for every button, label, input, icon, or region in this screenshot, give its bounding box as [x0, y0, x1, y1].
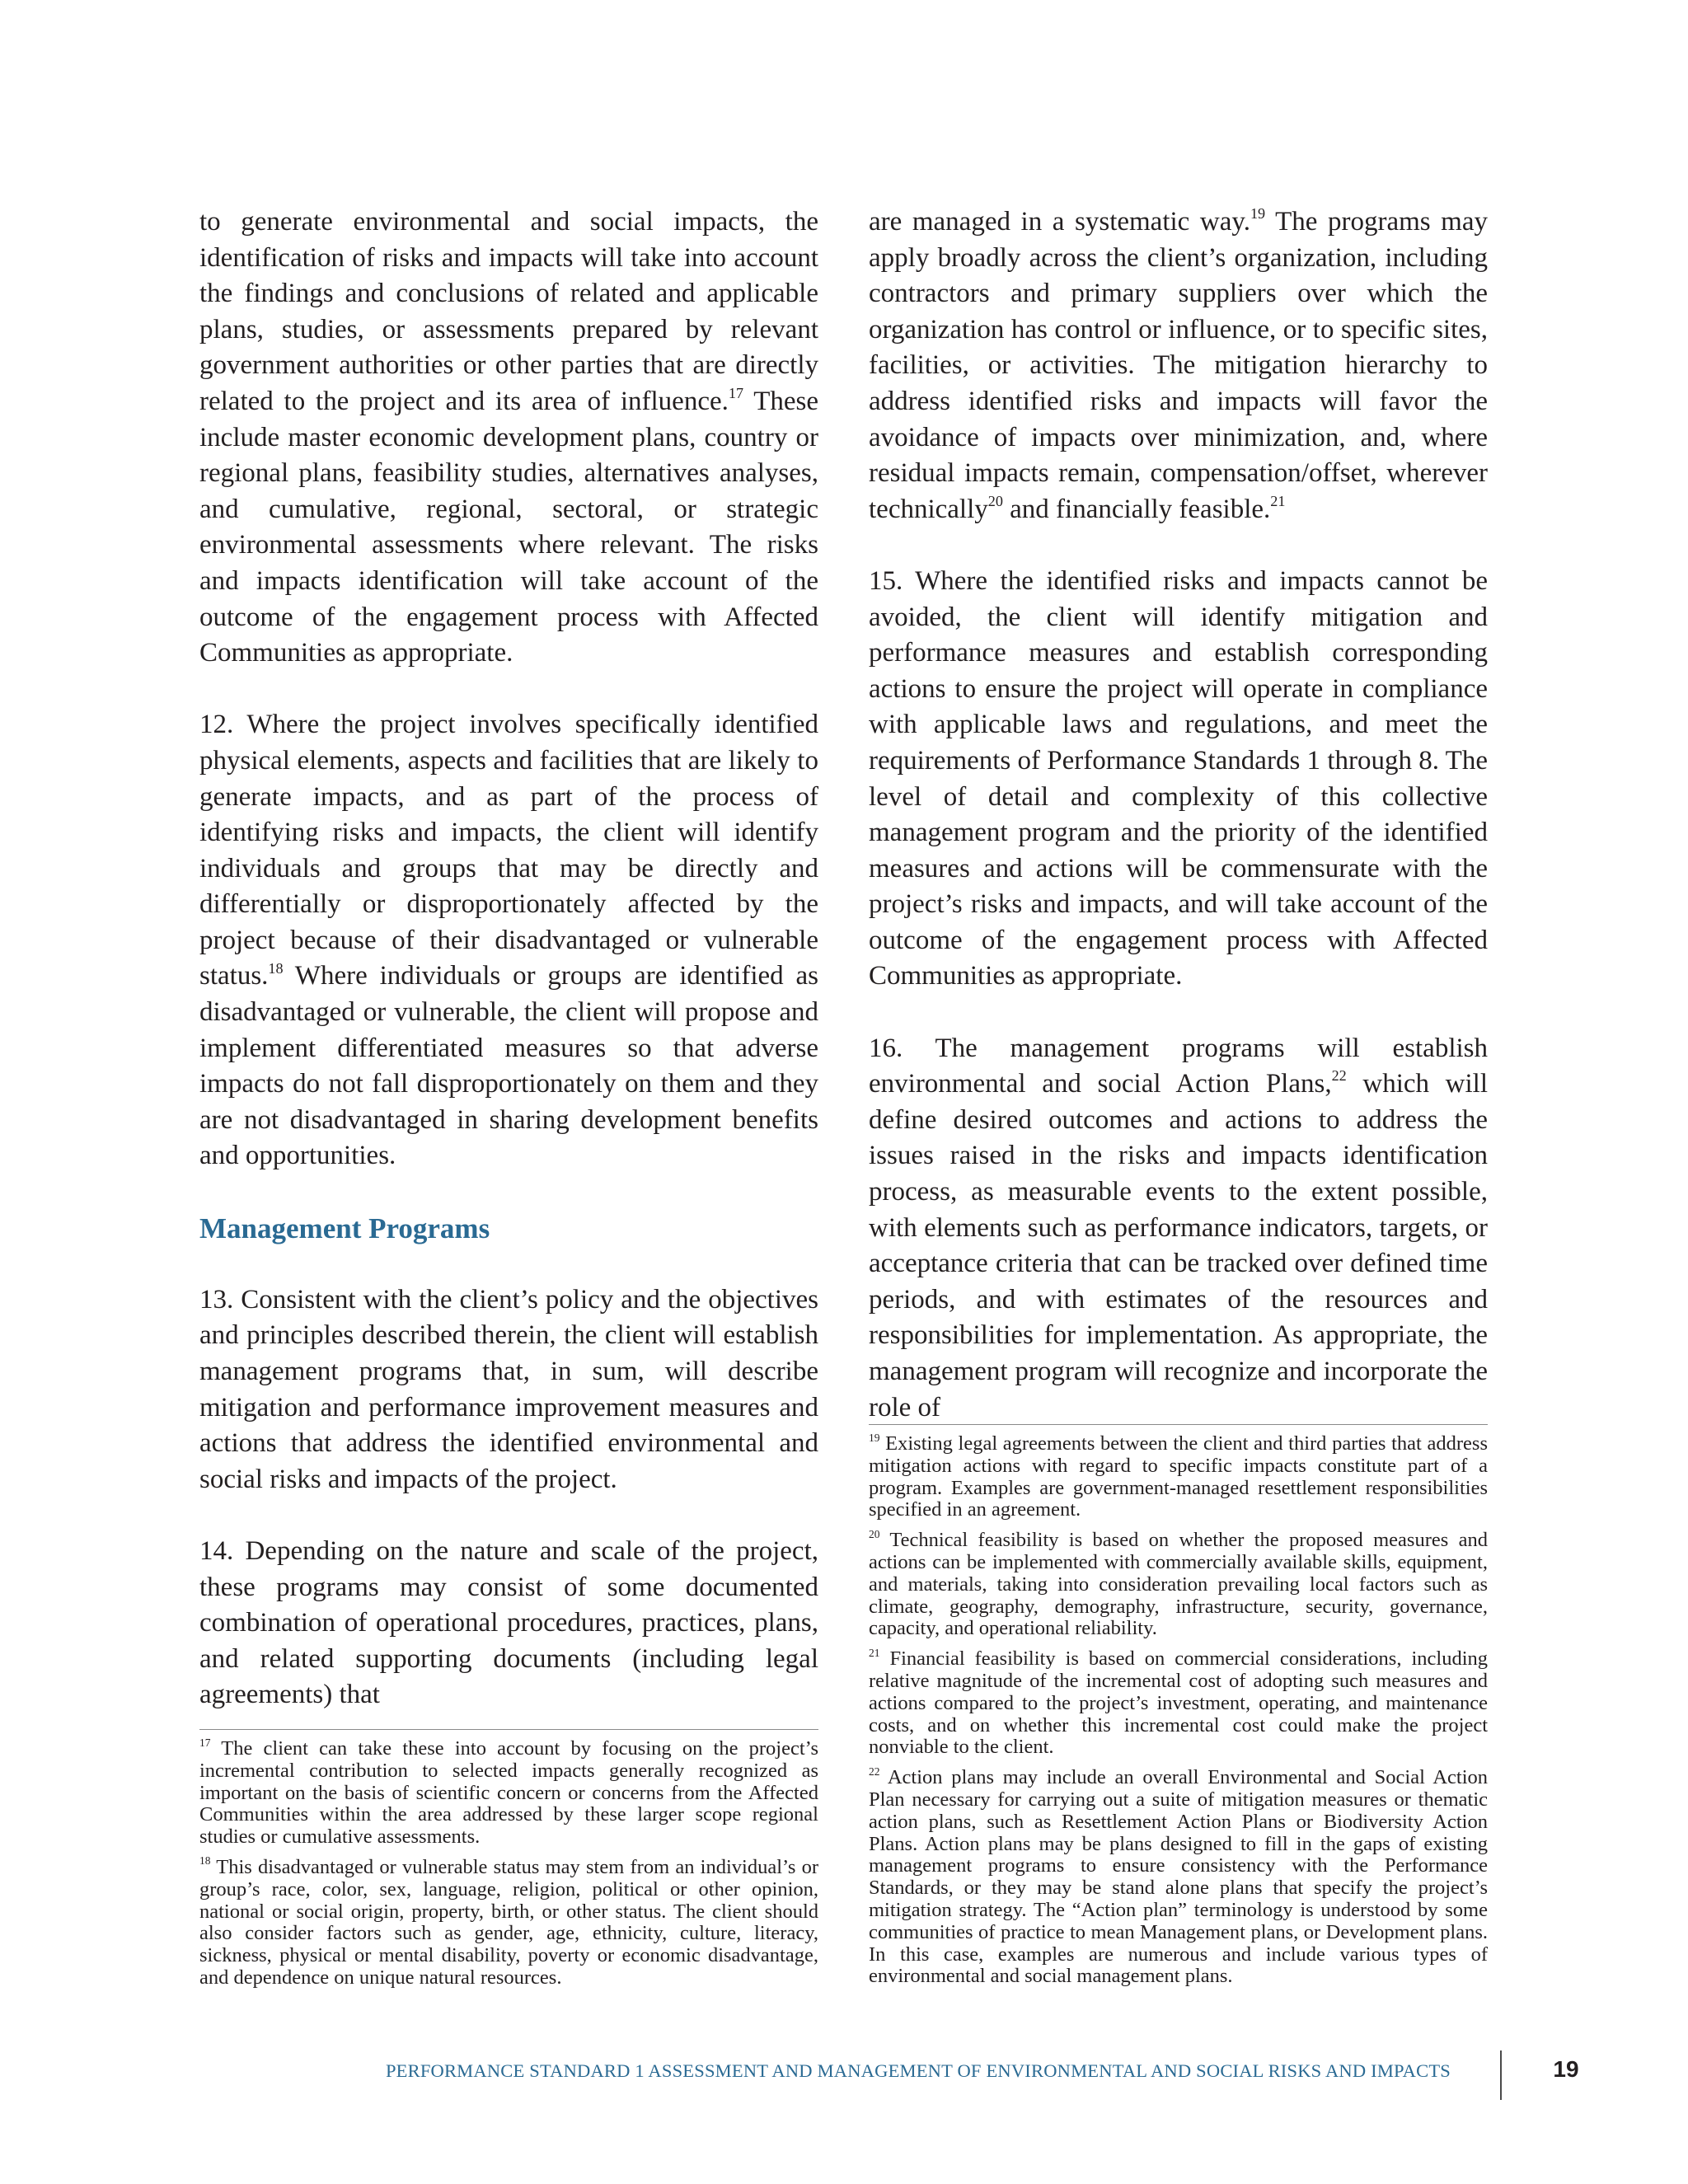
footnote-ref-19[interactable]: 19: [1250, 205, 1266, 223]
footnote-text: The client can take these into account by focusing on the project’s incremental contribution to selected impacts generally recognized as important on the basis of scientific concern or concerns from the Affected Communities within the area addressed by these larger scope regional studies or cumulative assessments.: [199, 1737, 818, 1849]
footnote-ref-18[interactable]: 18: [268, 959, 284, 977]
paragraph-14: 14. Depending on the nature and scale of the project, these programs may consist of some documented combination of operational procedures, practices, plans, and related supporting documents (including legal agreements) that: [199, 1535, 818, 1710]
footnote-ref-21[interactable]: 21: [1270, 492, 1286, 509]
paragraph-15: 15. Where the identified risks and impacts cannot be avoided, the client will identify mitigation and performance measures and establish corresponding actions to ensure the project will operate in compliance with applicable laws and regulations, and meet the requirements of Performance Standards 1 through 8. The level of detail and complexity of this collective management program and the priority of the identified measures and actions will be commensurate with the project’s risks and impacts, and will take account of the outcome of the engagement process with Affected Communities as appropriate.: [869, 565, 1488, 991]
footnotes-right: [869, 1424, 1488, 1996]
footnote-18: [199, 1854, 818, 1990]
paragraph-text: These include master economic development plans, country or regional plans, feasibility studies, alternatives analyses, and cumulative, regional, sectoral, or strategic environmental assessments where relevant. The risks and impacts identification will take account of the outcome of the engagement process with Affected Communities as appropriate.: [199, 386, 818, 668]
footnote-text: This disadvantaged or vulnerable status may stem from an individual’s or group’s race, color, sex, language, religion, political or other opinion, national or social origin, property, birth, or other status. The client should also consider factors such as gender, age, ethnicity, culture, literacy, sickness, physical or mental disability, poverty or economic disadvantage, and dependence on unique natural resources.: [199, 1855, 818, 1989]
section-heading: Management Programs: [199, 1212, 490, 1244]
footnote-text: Existing legal agreements between the client and third parties that address mitigation actions with regard to specific impacts constitute part of a program. Examples are government-managed resettlement responsibilities specified in an agreement.: [869, 1432, 1488, 1521]
paragraph-14-continued: [869, 204, 1488, 527]
footnote-number: 19: [869, 1431, 880, 1444]
footnote-ref-20[interactable]: 20: [987, 492, 1003, 509]
footnote-21: [869, 1648, 1488, 1759]
paragraph-text: The programs may apply broadly across the client’s organization, including contractors and primary suppliers over which the organization has control or influence, or to specific sites, facilities, or activities. The mitigation hierarchy to address identified risks and impacts will favor the avoidance of impacts over minimization, and, where residual impacts remain, compensation/offset, wherever technically: [869, 207, 1488, 524]
footnotes-left: [199, 1729, 818, 1998]
page-number: 19: [1553, 2056, 1579, 2082]
footnote-20: [869, 1527, 1488, 1640]
footnote-number: 21: [869, 1646, 880, 1659]
footnote-divider: [869, 1424, 1488, 1425]
paragraph-13: 13. Consistent with the client’s policy and the objectives and principles described therein, the client will establish management programs that, in sum, will describe mitigation and performance improvement measures and actions that address the identified environmental and social risks and impacts of the project.: [199, 1284, 818, 1494]
footnote-divider: [199, 1729, 818, 1730]
left-column: [199, 204, 818, 1750]
paragraph-text: Where individuals or groups are identified as disadvantaged or vulnerable, the client will propose and implement differentiated measures so that adverse impacts do not fall disproportionately on them and they are not disadvantaged in sharing development benefits and opportunities.: [199, 961, 818, 1171]
paragraph-11-continued: [199, 204, 818, 672]
footnote-ref-17[interactable]: 17: [728, 385, 744, 402]
footnote-text: Financial feasibility is based on commercial considerations, including relative magnitude of the incremental cost of adopting such measures and actions compared to the project’s investment, operating, and maintenance costs, and on whether this incremental cost could make the project nonviable to the client.: [869, 1647, 1488, 1759]
paragraph-16: [869, 1031, 1488, 1427]
paragraph-text: 12. Where the project involves specifically identified physical elements, aspects and facilities that are likely to generate impacts, and as part of the process of identifying risks and impacts, the client will identify individuals and groups that may be directly and differentially or disproportionately affected by the project because of their disadvantaged or vulnerable status.: [199, 710, 818, 991]
paragraph-text: to generate environmental and social impacts, the identification of risks and impacts will take into account the findings and conclusions of related and applicable plans, studies, or assessments prepared by relevant government authorities or other parties that are directly related to the project and its area of influence.: [199, 207, 818, 416]
footnote-19: [869, 1433, 1488, 1521]
footnote-number: 17: [199, 1736, 211, 1749]
footnote-number: 18: [199, 1854, 211, 1868]
right-column: [869, 204, 1488, 1462]
paragraph-text: are managed in a systematic way.: [869, 207, 1250, 237]
footer-divider: [1500, 2050, 1502, 2100]
footnote-number: 22: [869, 1765, 880, 1778]
footnote-17: [199, 1738, 818, 1849]
footnote-ref-22[interactable]: 22: [1331, 1067, 1347, 1085]
running-footer: PERFORMANCE STANDARD 1 ASSESSMENT AND MANAGEMENT OF ENVIRONMENTAL AND SOCIAL RISKS AND IMPACTS: [385, 2060, 1451, 2081]
footnote-number: 20: [869, 1527, 880, 1540]
footnote-22: [869, 1767, 1488, 1988]
paragraph-text: and financially feasible.: [1002, 494, 1271, 524]
paragraph-text: which will define desired outcomes and actions to address the issues raised in the risks and impacts identification process, as measurable events to the extent possible, with elements such as performance indicators, targets, or acceptance criteria that can be tracked over defined time periods, and with estimates of the resources and responsibilities for implementation. As appropriate, the management program will recognize and incorporate the role of: [869, 1069, 1488, 1422]
paragraph-text: 16. The management programs will establish environmental and social Action Plans,: [869, 1033, 1488, 1099]
footnote-text: Technical feasibility is based on whether the proposed measures and actions can be implemented with commercially available skills, equipment, and materials, taking into consideration prevailing local factors such as climate, geography, demography, infrastructure, security, governance, capacity, and operational reliability.: [869, 1529, 1488, 1640]
footnote-text: Action plans may include an overall Environmental and Social Action Plan necessary for carrying out a suite of mitigation measures or thematic action plans, such as Resettlement Action Plans or Biodiversity Action Plans. Action plans may be plans designed to fill in the gaps of existing management programs to ensure consistency with the Performance Standards, or they may be stand alone plans that specify the project’s mitigation strategy. The “Action plan” terminology is understood by some communities of practice to mean Management plans, or Development plans. In this case, examples are numerous and include various types of environmental and social management plans.: [869, 1766, 1488, 1988]
paragraph-12: [199, 707, 818, 1174]
